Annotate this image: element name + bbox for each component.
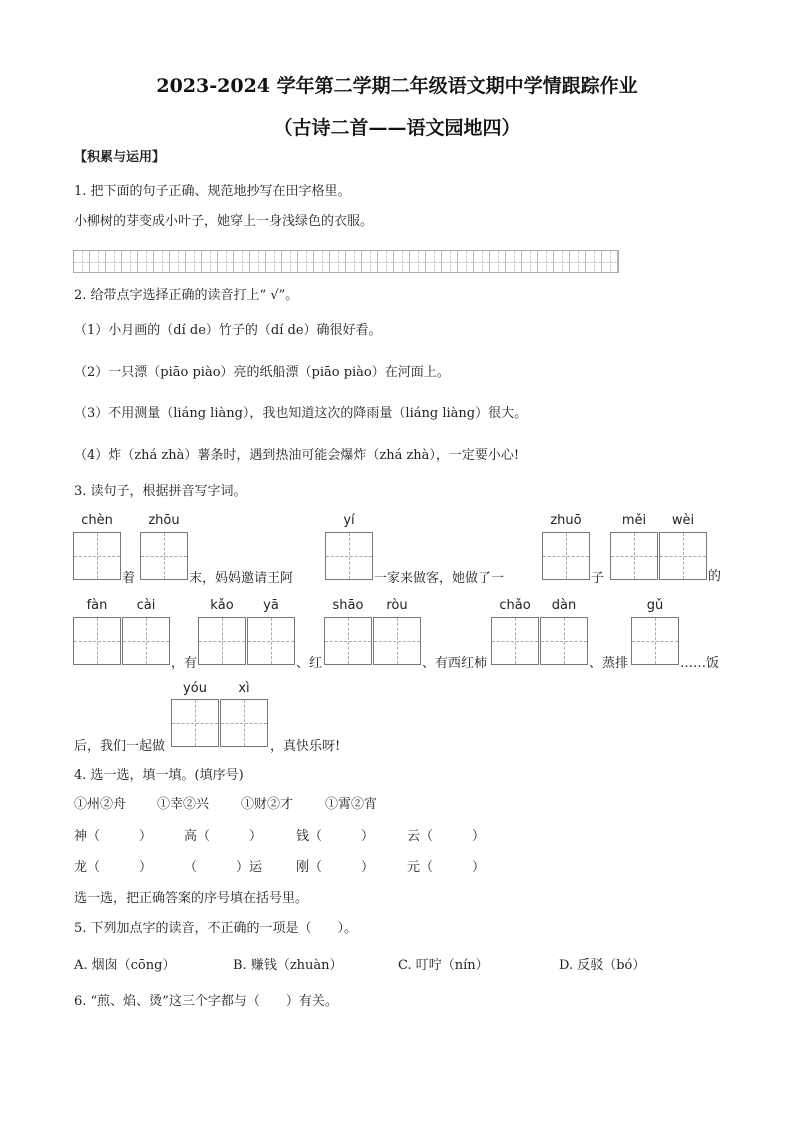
q4-option: ①财②才 xyxy=(241,797,294,812)
q3-text: 、蒸排 xyxy=(589,656,629,671)
grid-cell[interactable] xyxy=(378,251,394,272)
q1-sentence: 小柳树的芽变成小叶子，她穿上一身浅绿色的衣服。 xyxy=(74,214,374,229)
tianzige-box[interactable] xyxy=(220,699,268,747)
q4-blank[interactable]: 龙（ ） xyxy=(74,860,153,875)
grid-cell[interactable] xyxy=(298,251,314,272)
grid-cell[interactable] xyxy=(426,251,442,272)
grid-cell[interactable] xyxy=(266,251,282,272)
q4-blank[interactable]: 钱（ ） xyxy=(296,829,375,844)
grid-cell[interactable] xyxy=(474,251,490,272)
q2-prompt: 2. 给带点字选择正确的读音打上“ √”。 xyxy=(74,288,299,303)
pinyin-label: xì xyxy=(238,681,250,696)
q4-blank[interactable]: 云（ ） xyxy=(407,829,486,844)
q4-option: ①州②舟 xyxy=(74,797,127,812)
q3-text: 后，我们一起做 xyxy=(74,739,166,754)
q4-blank[interactable]: 刚（ ） xyxy=(296,860,375,875)
tianzige-box[interactable] xyxy=(198,617,246,665)
q2-item-3: （3）不用测量（liáng liàng），我也知道这次的降雨量（liáng liàng）很大。 xyxy=(74,406,528,421)
grid-cell[interactable] xyxy=(362,251,378,272)
pinyin-label: měi xyxy=(621,513,647,528)
pinyin-label: zhuō xyxy=(550,513,582,528)
tianzige-box[interactable] xyxy=(247,617,295,665)
pinyin-label: yóu xyxy=(183,681,207,696)
q5-choice-a[interactable]: A. 烟囱（cōng） xyxy=(74,958,176,973)
grid-cell[interactable] xyxy=(282,251,298,272)
grid-cell[interactable] xyxy=(330,251,346,272)
q3-text: 的 xyxy=(708,569,722,584)
grid-cell[interactable] xyxy=(570,251,586,272)
pinyin-label: ròu xyxy=(386,598,408,613)
grid-cell[interactable] xyxy=(442,251,458,272)
grid-cell[interactable] xyxy=(490,251,506,272)
grid-cell[interactable] xyxy=(458,251,474,272)
q3-text: 子 xyxy=(591,571,605,586)
tianzige-box[interactable] xyxy=(140,532,188,580)
grid-cell[interactable] xyxy=(154,251,170,272)
q5-prompt: 5. 下列加点字的读音，不正确的一项是（ ）。 xyxy=(74,921,358,936)
grid-cell[interactable] xyxy=(554,251,570,272)
q3-text: 、有西红柿 xyxy=(422,656,488,671)
tianzige-box[interactable] xyxy=(73,532,121,580)
grid-cell[interactable] xyxy=(90,251,106,272)
q4-blank[interactable]: 高（ ） xyxy=(184,829,263,844)
q3-text: 末，妈妈邀请王阿 xyxy=(189,571,294,586)
q5-choice-c[interactable]: C. 叮咛（nín） xyxy=(398,958,489,973)
q4-blank[interactable]: 元（ ） xyxy=(407,860,486,875)
tianzige-box[interactable] xyxy=(122,617,170,665)
pinyin-label: chèn xyxy=(81,513,113,528)
tianzige-box[interactable] xyxy=(659,532,707,580)
grid-cell[interactable] xyxy=(106,251,122,272)
grid-cell[interactable] xyxy=(202,251,218,272)
tianzige-box[interactable] xyxy=(631,617,679,665)
pinyin-label: cài xyxy=(136,598,156,613)
grid-cell[interactable] xyxy=(138,251,154,272)
grid-cell[interactable] xyxy=(186,251,202,272)
grid-cell[interactable] xyxy=(74,251,90,272)
grid-cell[interactable] xyxy=(314,251,330,272)
section-heading: 【积累与运用】 xyxy=(74,150,166,165)
page-title: 2023-2024 学年第二学期二年级语文期中学情跟踪作业 xyxy=(156,75,638,97)
q5-choice-d[interactable]: D. 反驳（bó） xyxy=(559,958,646,973)
grid-cell[interactable] xyxy=(410,251,426,272)
tianzige-box[interactable] xyxy=(171,699,219,747)
grid-cell[interactable] xyxy=(602,251,618,272)
q3-text: ……饭 xyxy=(680,656,720,671)
tianzige-box[interactable] xyxy=(325,532,373,580)
pinyin-label: fàn xyxy=(86,598,108,613)
tianzige-box[interactable] xyxy=(73,617,121,665)
tianzige-box[interactable] xyxy=(542,532,590,580)
q1-prompt: 1. 把下面的句子正确、规范地抄写在田字格里。 xyxy=(74,184,351,199)
grid-cell[interactable] xyxy=(346,251,362,272)
pinyin-label: gǔ xyxy=(646,598,664,613)
grid-cell[interactable] xyxy=(506,251,522,272)
grid-cell[interactable] xyxy=(234,251,250,272)
q2-item-4: （4）炸（zhá zhà）薯条时，遇到热油可能会爆炸（zhá zhà），一定要小心! xyxy=(74,448,520,463)
q6-prompt: 6. “煎、焰、烫”这三个字都与（ ）有关。 xyxy=(74,994,338,1009)
q2-item-1: （1）小月画的（dí de）竹子的（dí de）确很好看。 xyxy=(74,323,382,338)
q4-blank[interactable]: （ ）运 xyxy=(184,860,263,875)
q2-item-2: （2）一只漂（piāo piào）亮的纸船漂（piāo piào）在河面上。 xyxy=(74,365,450,380)
grid-cell[interactable] xyxy=(586,251,602,272)
grid-cell[interactable] xyxy=(250,251,266,272)
pinyin-label: chǎo xyxy=(499,598,531,613)
pinyin-label: dàn xyxy=(551,598,577,613)
copy-grid[interactable] xyxy=(73,250,619,273)
tianzige-box[interactable] xyxy=(540,617,588,665)
grid-cell[interactable] xyxy=(218,251,234,272)
tianzige-box[interactable] xyxy=(491,617,539,665)
page-subtitle: （古诗二首——语文园地四） xyxy=(273,117,521,139)
tianzige-box[interactable] xyxy=(324,617,372,665)
q3-text: 着 xyxy=(122,571,136,586)
q4-prompt: 4. 选一选，填一填。(填序号) xyxy=(74,768,244,783)
tianzige-box[interactable] xyxy=(373,617,421,665)
q3-text: ，有 xyxy=(171,656,198,671)
grid-cell[interactable] xyxy=(394,251,410,272)
pinyin-label: kǎo xyxy=(210,598,234,613)
q3-text: ，真快乐呀! xyxy=(270,739,341,754)
q3-text: 、红 xyxy=(296,656,323,671)
pinyin-label: yā xyxy=(263,598,279,613)
tianzige-box[interactable] xyxy=(610,532,658,580)
q4-blank[interactable]: 神（ ） xyxy=(74,829,153,844)
q3-text: 一家来做客，她做了一 xyxy=(374,571,505,586)
pinyin-label: wèi xyxy=(671,513,695,528)
pinyin-label: shāo xyxy=(332,598,364,613)
grid-cell[interactable] xyxy=(170,251,186,272)
pinyin-label: zhōu xyxy=(148,513,180,528)
grid-cell[interactable] xyxy=(122,251,138,272)
q4-option: ①幸②兴 xyxy=(157,797,210,812)
grid-cell[interactable] xyxy=(538,251,554,272)
q3-prompt: 3. 读句子，根据拼音写字词。 xyxy=(74,484,247,499)
q4-option: ①霄②宵 xyxy=(325,797,378,812)
pinyin-label: yí xyxy=(343,513,355,528)
q4-note: 选一选，把正确答案的序号填在括号里。 xyxy=(74,891,309,906)
q5-choice-b[interactable]: B. 赚钱（zhuàn） xyxy=(233,958,343,973)
grid-cell[interactable] xyxy=(522,251,538,272)
